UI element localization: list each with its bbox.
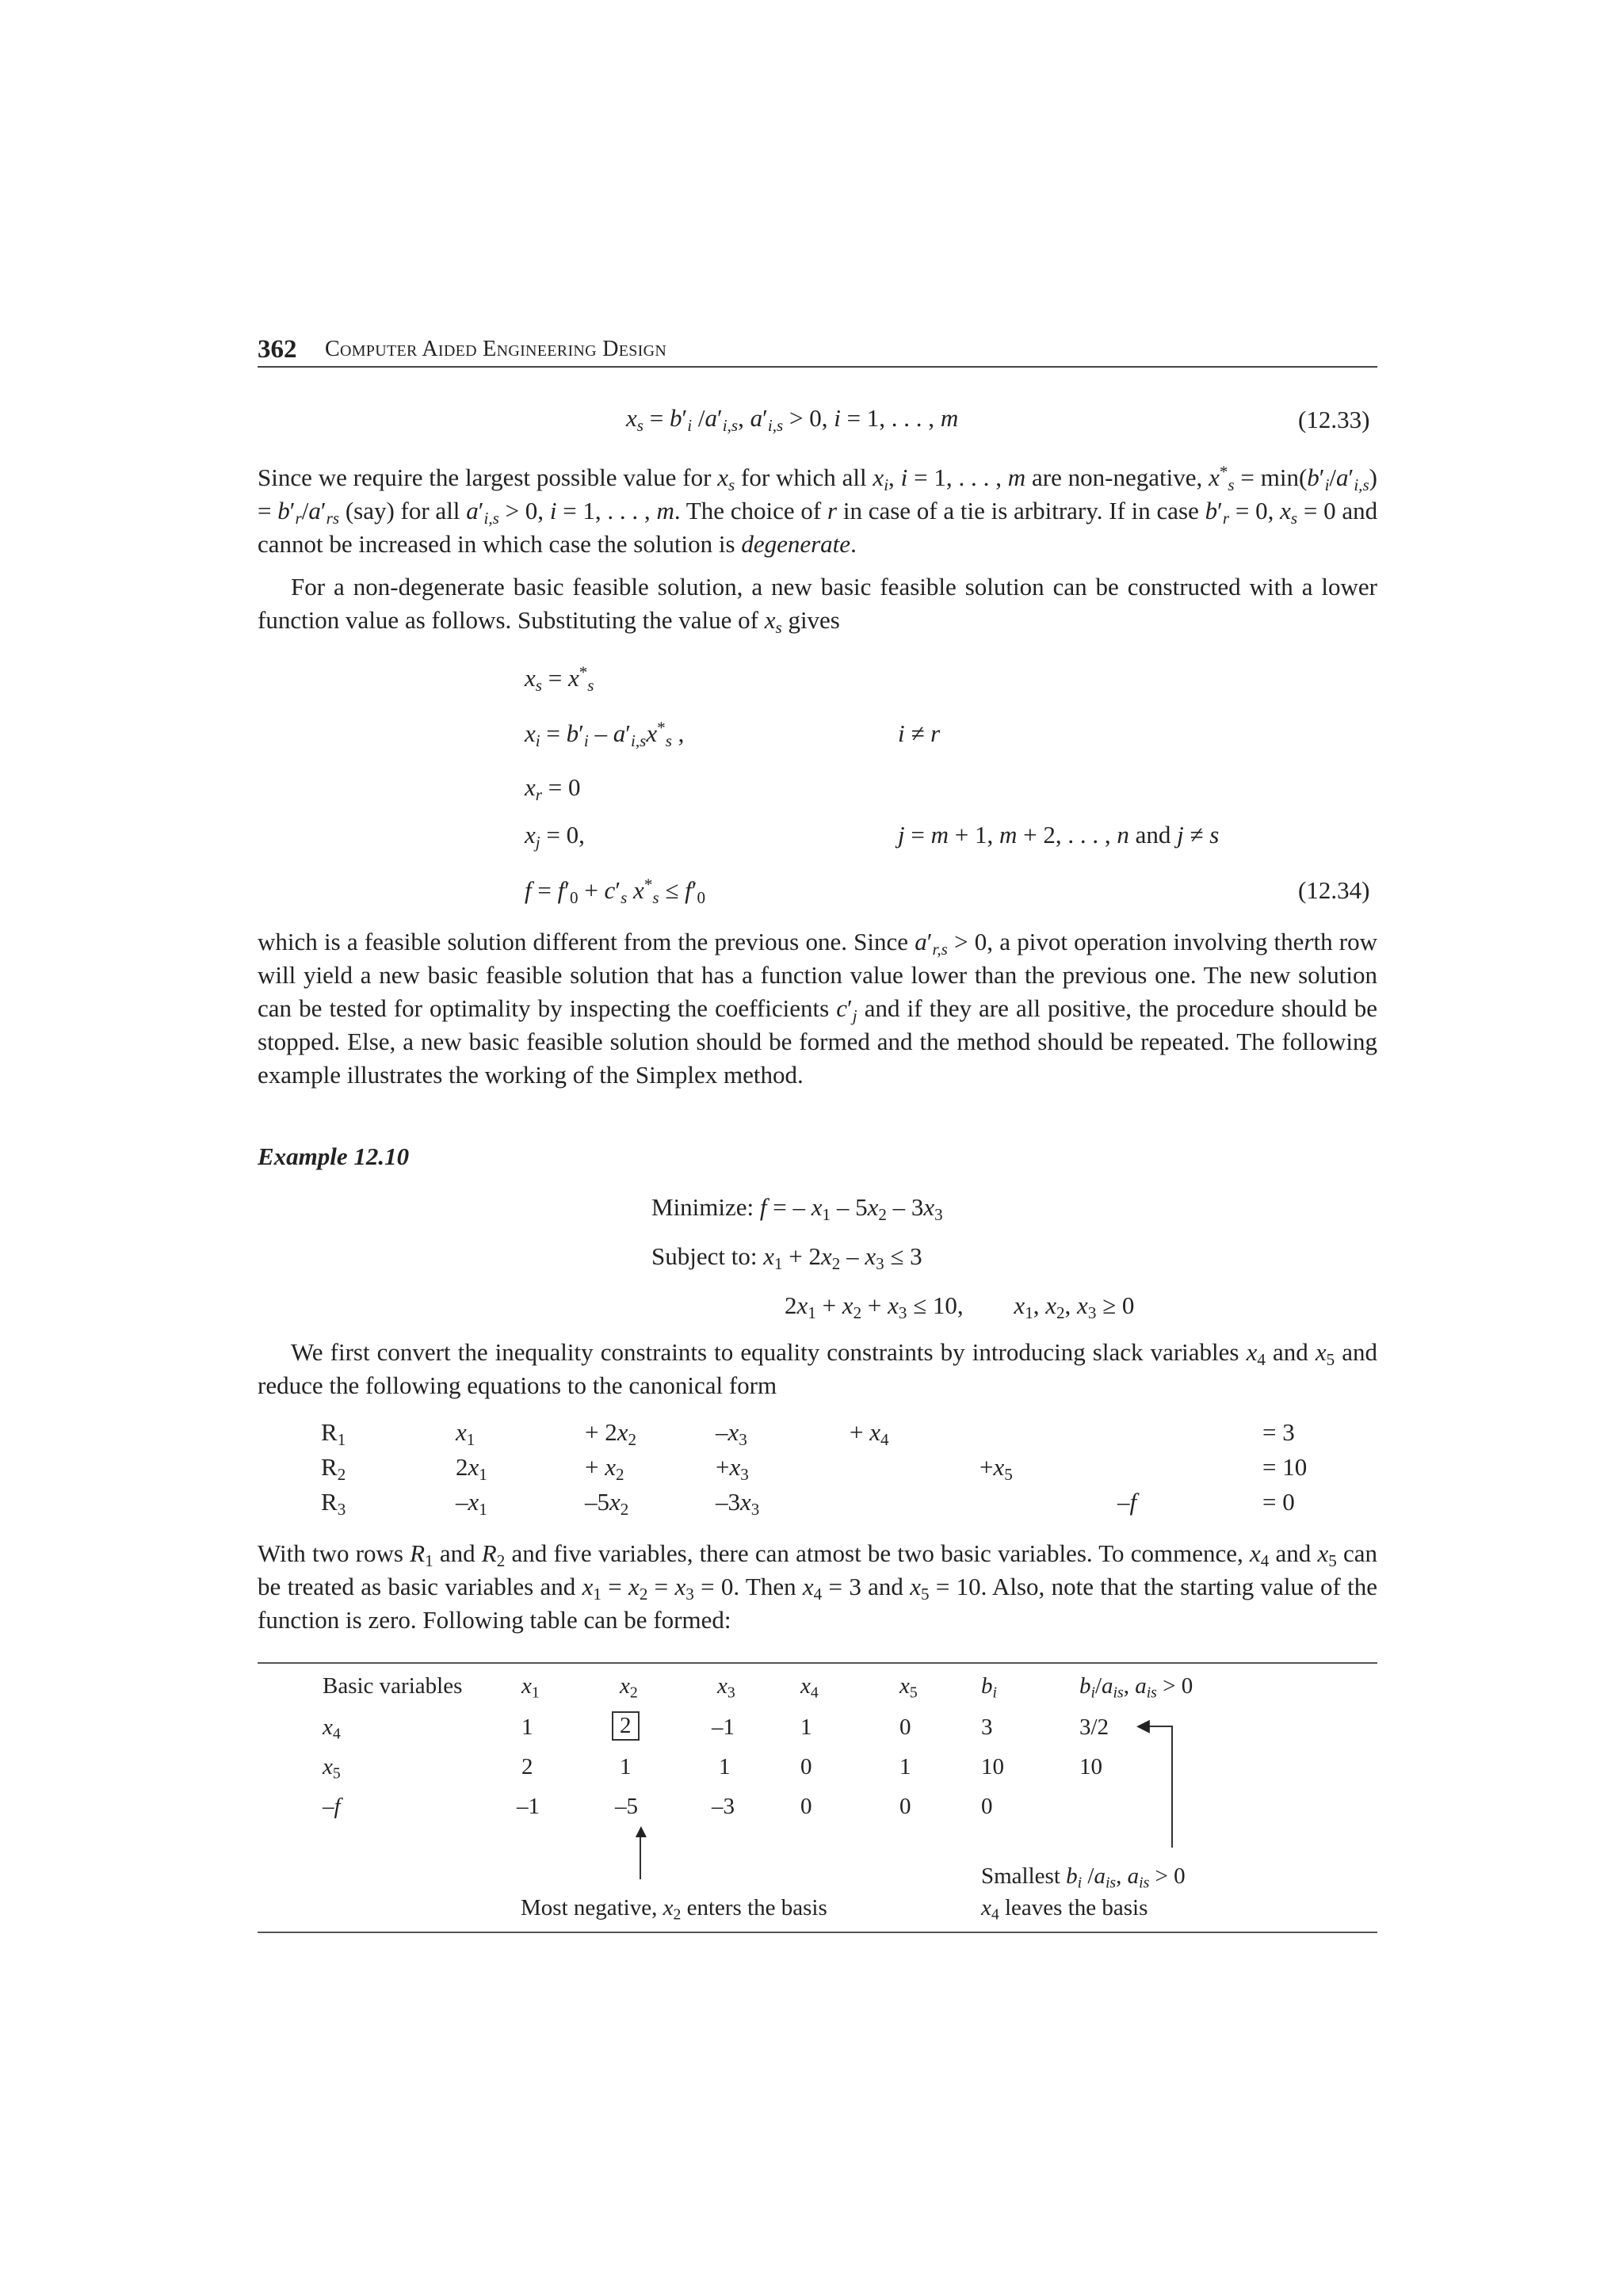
paragraph-optimal-step: Since we require the largest possible value for $x_s$ for which all $x_i$, i = 1, . . . , m are non-negative, $x^*_s = \min(b'_i/a'_{i,s}) = b'_r/a'_{rs}$ (say) for all $a'_{i,s} > 0$, i = 1, . . . , m. The choice of r in case of a tie is arbitrary. If in case $b'_r = 0$, $x_s = 0$ and cannot be increased in which case the solution is degenerate. (258, 462, 1378, 558)
para-text: for which all (741, 463, 867, 491)
table-cell: 0 (800, 1794, 812, 1819)
table-cell: 1 (719, 1754, 731, 1779)
pivot-element: 2 (612, 1711, 640, 1741)
eq-cond-j: j = m + 1, m + 2, . . . , n and j ≠ s (898, 821, 1220, 849)
table-cell: 10 (981, 1754, 1004, 1779)
note-leaves-basis: $x_4$ leaves the basis (981, 1895, 1148, 1924)
emphasis-degenerate: degenerate (741, 530, 851, 558)
table-header: $x_3$ (717, 1673, 735, 1702)
running-title: Computer Aided Engineering Design (325, 337, 667, 361)
eq-cond-i: i ≠ r (898, 719, 941, 747)
paragraph-basic-variables: With two rows $R_1$ and $R_2$ and five variables, there can atmost be two basic variables. To commence, $x_4$ and $x_5$ can be treated as basic variables and $x_1 = x_2 = x_3 = 0$. Then $x_4 = 3$ and $x_5 = 10$. Also, note that the starting value of the function is zero. Following table can be formed: (258, 1539, 1378, 1634)
eq-xr: $x_r = 0$ (525, 773, 581, 804)
canonical-term: = 10 (1262, 1453, 1308, 1481)
note-smallest-ratio: Smallest $b_i$ $/a_{is}$, $a_{is} > 0$ (981, 1863, 1186, 1892)
canonical-term: $x_1$ (456, 1418, 475, 1449)
arrow-up-icon: ▲ (632, 1821, 651, 1842)
word-and: and (1135, 821, 1171, 849)
canonical-term: $2x_1$ (456, 1453, 487, 1484)
table-cell: –1 (712, 1714, 735, 1740)
problem-constraint-2: $2x_1 + x_2 + x_3 \le 10$, $x_1$, $x_2$, $x_3 \ge 0$ (785, 1291, 1135, 1322)
eq-xs: $x_s = x^*_s$ (525, 662, 594, 695)
table-cell: 1 (899, 1754, 911, 1779)
canonical-term: $-5x_2$ (585, 1488, 629, 1519)
para-text: > 0, a pivot operation involving the (954, 928, 1304, 955)
table-bottom-rule (258, 1932, 1377, 1933)
paragraph-non-degenerate: For a non-degenerate basic feasible solution, a new basic feasible solution can be constructed with a lower function value as follows. Substituting the value of $x_s$ gives (258, 573, 1377, 637)
table-row-basic: –f (323, 1794, 341, 1819)
eq-xi: $x_i = b'_i - a'_{i,s}x^*_s$ , (525, 718, 685, 750)
para-text: and (1272, 1338, 1308, 1366)
table-cell: –3 (712, 1794, 735, 1819)
canonical-term: + $x_2$ (585, 1453, 624, 1484)
minimize-label: Minimize: (651, 1193, 754, 1221)
table-cell: 0 (800, 1754, 812, 1779)
table-cell: 2 (521, 1754, 533, 1779)
canonical-term: + $2x_2$ (585, 1418, 637, 1449)
canonical-term: $-3x_3$ (716, 1488, 760, 1519)
table-header-basic: Basic variables (323, 1673, 463, 1699)
canonical-term: $-x_3$ (716, 1418, 747, 1449)
para-text: and (1275, 1539, 1312, 1567)
canonical-term: $+x_3$ (716, 1453, 749, 1484)
para-text: Also, note that the starting value of the function is zero. Following table can be formed: (258, 1573, 1378, 1634)
equation-12-33: $x_s = b'_i$ $/a'_{i,s}$, $a'_{i,s} > 0$, i = 1, . . . , m (626, 404, 959, 435)
canonical-term: = 0 (1262, 1488, 1295, 1516)
problem-subject: Subject to: $x_1 + 2x_2 - x_3 \le 3$ (651, 1242, 922, 1273)
para-text: The choice of (685, 497, 822, 524)
equation-number: (12.34) (1298, 876, 1370, 904)
canonical-term: –f (1117, 1488, 1137, 1516)
table-cell: 0 (981, 1794, 993, 1819)
para-text: th row will yield a new basic feasible solution that has a function value lower than the previous one. The new solution can be tested for optimality by inspecting the coefficients (258, 928, 1378, 1022)
paragraph-pivot: which is a feasible solution different from the previous one. Since $a'_{r,s} > 0$, a pivot operation involving therth row will yield a new basic feasible solution that has a function value lower than the previous one. The new solution can be tested for optimality by inspecting the coefficients $c'_j$ and if they are all positive, the procedure should be stopped. Else, a new basic feasible solution should be formed and the method should be repeated. The following example illustrates the working of the Simplex method. (258, 928, 1378, 1089)
eq-f: $f = f'_0 + c'_s$ $x^*_s \le f'_0$ (525, 875, 706, 907)
table-cell: –1 (517, 1794, 540, 1819)
header-rule (258, 366, 1377, 368)
arrow-left-icon: ◀ (1136, 1715, 1150, 1735)
para-text: With two rows (258, 1539, 403, 1567)
para-text: (say) for all (345, 497, 460, 524)
para-text: and if they are all positive, the procedure should be stopped. Else, a new basic feasible solution should be formed and the method should be repeated. The following example illustrates the working of the Simplex method. (258, 994, 1378, 1089)
paragraph-slack: We first convert the inequality constraints to equality constraints by introducing slack variables $x_4$ and $x_5$ and reduce the following equations to the canonical form (258, 1338, 1377, 1399)
table-cell: 1 (800, 1714, 812, 1740)
eq-xj: $x_j = 0$, (525, 821, 585, 852)
table-header: $x_2$ (620, 1673, 638, 1702)
table-row-basic: $x_5$ (323, 1754, 341, 1783)
table-header: $b_i/a_{is}$, $a_{is} > 0$ (1079, 1673, 1193, 1702)
table-top-rule (258, 1662, 1377, 1664)
para-text: = 0 and cannot be increased in which case the solution is (258, 497, 1378, 558)
canonical-term: $-x_1$ (456, 1488, 487, 1519)
table-row-basic: $x_4$ (323, 1714, 341, 1743)
para-text: Then (745, 1573, 796, 1600)
page-number: 362 (258, 335, 297, 364)
table-cell: 0 (899, 1714, 911, 1740)
leaving-arrow-vertical (1171, 1726, 1173, 1848)
para-text: gives (788, 606, 840, 634)
canonical-term: $+x_5$ (980, 1453, 1013, 1484)
example-title: Example 12.10 (258, 1142, 410, 1170)
subject-label: Subject to: (651, 1242, 758, 1270)
equation-number: (12.33) (1298, 406, 1370, 433)
canonical-term: + $x_4$ (850, 1418, 889, 1449)
table-header: $x_4$ (800, 1673, 819, 1702)
leaving-arrow-horizontal (1149, 1726, 1173, 1727)
canonical-label: $R_2$ (321, 1453, 346, 1484)
note-most-negative: Most negative, $x_2$ enters the basis (521, 1895, 827, 1924)
problem-minimize: Minimize: f = – $x_1 - 5x_2 - 3x_3$ (651, 1193, 943, 1224)
canonical-label: $R_3$ (321, 1488, 346, 1519)
para-text: and five variables, there can atmost be two basic variables. To commence, (511, 1539, 1243, 1567)
table-header: $b_i$ (981, 1673, 997, 1702)
canonical-term: = 3 (1262, 1418, 1295, 1446)
para-text: can be treated as basic variables and (258, 1539, 1377, 1600)
para-text: and (868, 1573, 903, 1600)
table-cell: 1 (521, 1714, 533, 1740)
para-text: are non-negative, (1032, 463, 1203, 491)
table-header: $x_1$ (521, 1673, 540, 1702)
table-cell: 3 (981, 1714, 993, 1740)
para-text: For a non-degenerate basic feasible solution, a new basic feasible solution can be constructed with a lower function value as follows. Substituting the value of (258, 573, 1377, 634)
para-text: and (439, 1539, 475, 1567)
para-text: and reduce the following equations to the canonical form (258, 1338, 1377, 1399)
canonical-label: $R_1$ (321, 1418, 346, 1449)
para-text: We first convert the inequality constraints to equality constraints by introducing slack variables (291, 1338, 1239, 1366)
table-header: $x_5$ (899, 1673, 918, 1702)
table-cell: –5 (615, 1794, 638, 1819)
para-text: in case of a tie is arbitrary. If in case (842, 497, 1199, 524)
para-text: Since we require the largest possible value for (258, 463, 712, 491)
table-cell: 10 (1079, 1754, 1102, 1779)
table-cell: 0 (899, 1794, 911, 1819)
para-text: which is a feasible solution different from the previous one. Since (258, 928, 909, 955)
table-cell: 3/2 (1079, 1714, 1109, 1740)
table-cell: 1 (620, 1754, 632, 1779)
